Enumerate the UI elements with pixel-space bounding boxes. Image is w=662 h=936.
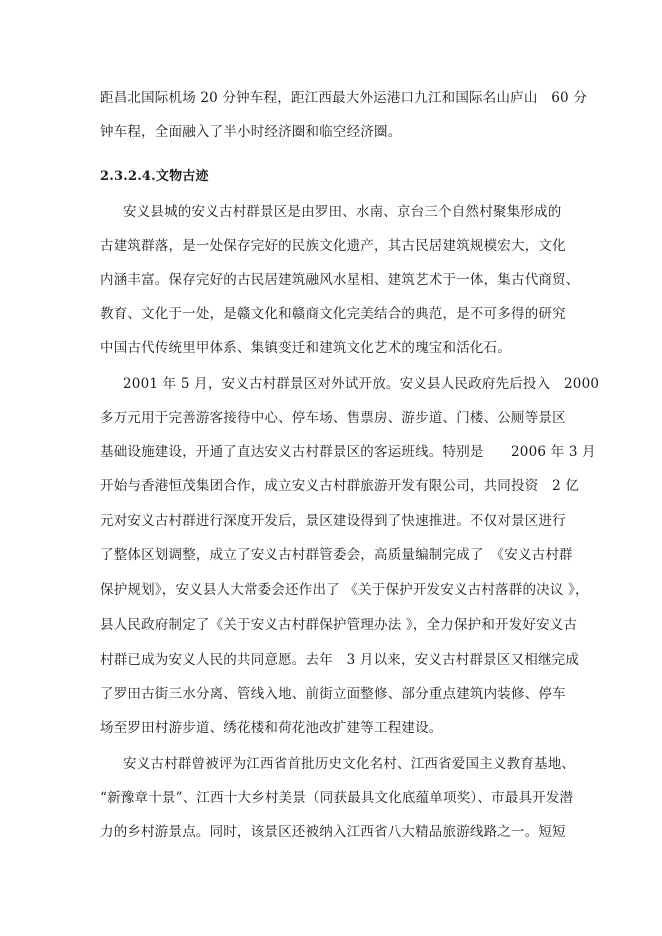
paragraph-line: 了整体区划调整，成立了安义古村群管委会，高质量编制完成了 《安义古村群 <box>100 547 573 563</box>
paragraph-line: 教育、文化于一处，是赣文化和赣商文化完美结合的典范，是不可多得的研究 <box>100 306 566 322</box>
paragraph-line: 安义县城的安义古村群景区是由罗田、水南、京台三个自然村聚集形成的 <box>123 204 562 220</box>
paragraph-line: 力的乡村游景点。同时，该景区还被纳入江西省八大精品旅游线路之一。短短 <box>100 824 566 840</box>
paragraph-line: 元对安义古村群进行深度开发后，景区建设得到了快速推进。不仅对景区进行 <box>100 513 566 529</box>
section-heading: 2.3.2.4.文物古迹 <box>100 169 209 184</box>
paragraph-line: 钟车程，全面融入了半小时经济圈和临空经济圈。 <box>100 124 402 140</box>
paragraph-line: 村群已成为安义人民的共同意愿。去年 3 月以来，安义古村群景区又相继完成 <box>100 652 580 668</box>
paragraph-line: 安义古村群曾被评为江西省首批历史文化名村、江西省爱国主义教育基地、 <box>123 756 576 772</box>
paragraph-line: 多万元用于完善游客接待中心、停车场、售票房、游步道、门楼、公厕等景区 <box>100 410 566 426</box>
paragraph-line: 基础设施建设，开通了直达安义古村群景区的客运班线。特别是 2006 年 3 月 <box>100 444 596 460</box>
paragraph-line: 内涵丰富。保存完好的古民居建筑融风水星相、建筑艺术于一体，集古代商贸、 <box>100 272 580 288</box>
paragraph-line: 保护规划》，安义县人大常委会还作出了 《关于保护开发安义古村落群的决议 》， <box>100 582 589 598</box>
paragraph-line: 距昌北国际机场 20 分钟车程，距江西最大外运港口九江和国际名山庐山 60 分 <box>100 90 588 106</box>
paragraph-line: 开始与香港恒茂集团合作，成立安义古村群旅游开发有限公司，共同投资 2 亿 <box>100 478 580 494</box>
paragraph-line: 场至罗田村游步道、绣花楼和荷花池改扩建等工程建设。 <box>100 720 443 736</box>
paragraph-line: “新豫章十景”、江西十大乡村美景（同获最具文化底蕴单项奖）、市最具开发潜 <box>100 790 574 806</box>
paragraph-line: 中国古代传统里甲体系、集镇变迁和建筑文化艺术的瑰宝和活化石。 <box>100 340 511 356</box>
paragraph-line: 2001 年 5 月，安义古村群景区对外试开放。安义县人民政府先后投入 2000 <box>123 376 600 392</box>
paragraph-line: 县人民政府制定了《关于安义古村群保护管理办法 》，全力保护和开发好安义古 <box>100 617 578 633</box>
paragraph-line: 了罗田古街三水分离、管线入地、前街立面整修、部分重点建筑内装修、停车 <box>100 686 566 702</box>
paragraph-line: 古建筑群落，是一处保存完好的民族文化遗产，其古民居建筑规模宏大，文化 <box>100 238 566 254</box>
